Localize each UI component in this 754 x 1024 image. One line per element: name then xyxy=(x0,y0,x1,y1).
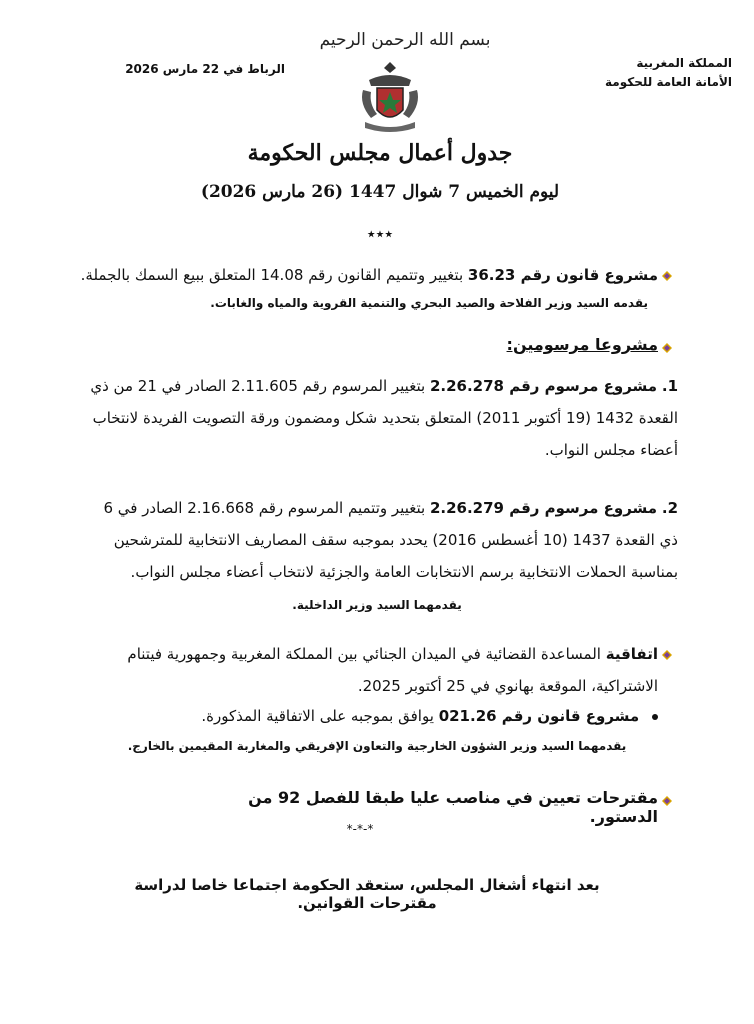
agreement-sub-text: يوافق بموجبه على الاتفاقية المذكورة. xyxy=(201,707,434,725)
appointments-item: مقترحات تعيين في مناصب عليا طبقا للفصل 92 من الدستور. xyxy=(248,788,658,826)
agreement-subitem xyxy=(200,707,658,725)
decree-text: بتغيير المرسوم رقم 2.11.605 الصادر في 21 من ذي القعدة 1432 (19 أكتوبر 2011) المتعلق بتحديد شكل ومضمون ورقة التصويت الفريدة لانتخاب أعضاء مجلس النواب. xyxy=(90,377,678,459)
decree-number: 2. xyxy=(661,499,678,517)
diamond-bullet-icon xyxy=(662,343,672,353)
dot-bullet-icon xyxy=(652,714,658,720)
agreement-sub-label: مشروع قانون رقم 021.26 xyxy=(438,707,640,725)
decree-item-2 xyxy=(90,492,678,588)
diamond-bullet-icon xyxy=(662,796,672,806)
page-title: جدول أعمال مجلس الحكومة xyxy=(247,140,513,166)
decree-label: مشروع مرسوم رقم 2.26.279 xyxy=(429,499,658,517)
decree-label: مشروع مرسوم رقم 2.26.278 xyxy=(429,377,658,395)
separator-bottom: *-*-* xyxy=(346,822,374,836)
law-project-line xyxy=(80,259,658,291)
agreement-item xyxy=(80,638,658,702)
basmala: بسم الله الرحمن الرحيم xyxy=(319,30,491,50)
royal-emblem-icon xyxy=(355,58,425,136)
header-issuer xyxy=(532,54,732,92)
separator-top: ٭٭٭ xyxy=(366,224,394,243)
agreement-text: المساعدة القضائية في الميدان الجنائي بين المملكة المغربية وجمهورية فيتنام الاشتراكية، الموقعة بهانوي في 25 أكتوبر 2025. xyxy=(127,645,658,695)
agreement-label: اتفاقية xyxy=(605,645,658,663)
decree-item-1 xyxy=(90,370,678,466)
country-name: المملكة المغربية xyxy=(636,56,732,70)
decrees-presenter: يقدمهما السيد وزير الداخلية. xyxy=(292,598,462,612)
agreement-presenter: يقدمهما السيد وزير الشؤون الخارجية والتعاون الإفريقي والمغاربة المقيمين بالخارج. xyxy=(127,739,627,753)
decrees-heading: مشروعا مرسومين: xyxy=(506,335,658,354)
decree-text: بتغيير وتتميم المرسوم رقم 2.16.668 الصادر في 6 ذي القعدة 1437 (10 أغسطس 2016) يحدد بموجبه سقف المصاريف الانتخابية للمترشحين بمناسبة الحملات الانتخابية برسم الانتخابات العامة والجزئية لانتخاب أعضاء مجلس النواب. xyxy=(103,499,678,581)
diamond-bullet-icon xyxy=(662,650,672,660)
decree-number: 1. xyxy=(661,377,678,395)
law-project-presenter: يقدمه السيد وزير الفلاحة والصيد البحري والتنمية القروية والمياه والغابات. xyxy=(210,296,648,310)
closing-note: بعد انتهاء أشغال المجلس، ستعقد الحكومة اجتماعا خاصا لدراسة مقترحات القوانين. xyxy=(134,876,600,912)
law-project-text: بتغيير وتتميم القانون رقم 14.08 المتعلق ببيع السمك بالجملة. xyxy=(80,266,464,284)
diamond-bullet-icon xyxy=(662,271,672,281)
page-subtitle: ليوم الخميس 7 شوال 1447 (26 مارس 2026) xyxy=(200,182,560,202)
law-project-label: مشروع قانون رقم 36.23 xyxy=(467,266,658,284)
place-date: الرباط في 22 مارس 2026 xyxy=(125,62,285,76)
secretariat-name: الأمانة العامة للحكومة xyxy=(605,75,732,89)
